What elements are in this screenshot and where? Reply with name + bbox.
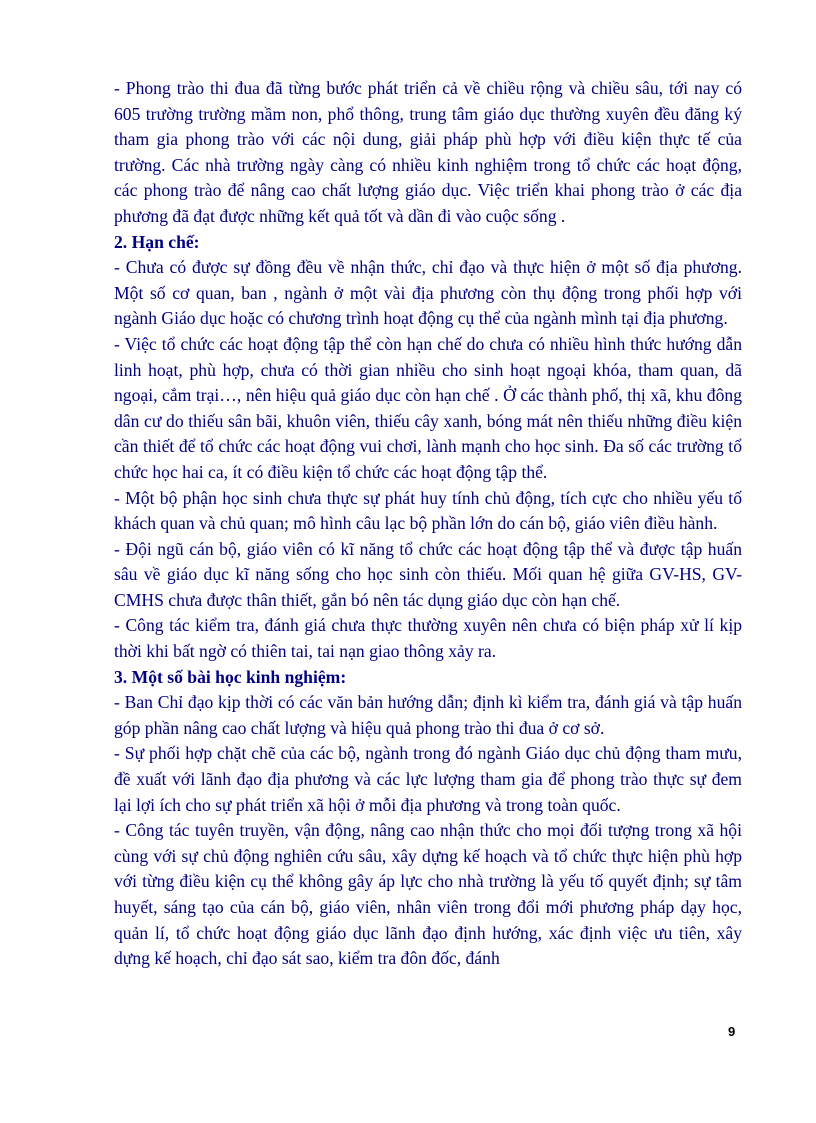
document-body (114, 76, 742, 972)
limitation-paragraph: - Công tác kiểm tra, đánh giá chưa thực thường xuyên nên chưa có biện pháp xử lí kịp thời khi bất ngờ có thiên tai, tai nạn giao thông xảy ra. (114, 615, 742, 662)
limitation-paragraph: - Việc tổ chức các hoạt động tập thể còn hạn chế do chưa có nhiều hình thức hướng dẫn linh hoạt, phù hợp, chưa có thời gian nhiều cho sinh hoạt ngoại khóa, tham quan, dã ngoại, cắm trại…, nên hiệu quả giáo dục còn hạn chế . Ở các thành phố, thị xã, khu đông dân cư do thiếu sân bãi, khuôn viên, thiếu cây xanh, bóng mát nên thiếu những điều kiện cần thiết để tổ chức các hoạt động vui chơi, lành mạnh cho học sinh. Đa số các trường tổ chức học hai ca, ít có điều kiện tổ chức các hoạt động tập thể. (114, 333, 742, 482)
section-heading-limitations: 2. Hạn chế: (114, 231, 200, 252)
lesson-paragraph: - Ban Chỉ đạo kịp thời có các văn bản hướng dẫn; định kì kiểm tra, đánh giá và tập huấn góp phần nâng cao chất lượng và hiệu quả phong trào thi đua ở cơ sở. (114, 692, 742, 738)
page-number: 9 (728, 1024, 736, 1039)
section-heading-lessons: 3. Một số bài học kinh nghiệm: (114, 666, 347, 687)
limitation-paragraph: - Một bộ phận học sinh chưa thực sự phát huy tính chủ động, tích cực cho nhiều yếu tố khách quan và chủ quan; mô hình câu lạc bộ phần lớn do cán bộ, giáo viên điều hành. (114, 487, 742, 534)
limitation-paragraph: - Chưa có được sự đồng đều về nhận thức, chỉ đạo và thực hiện ở một số địa phương. Một số cơ quan, ban , ngành ở một vài địa phương còn thụ động trong phối hợp với ngành Giáo dục hoặc có chương trình hoạt động cụ thể của ngành mình tại địa phương. (114, 257, 742, 329)
intro-paragraph: - Phong trào thi đua đã từng bước phát triển cả về chiều rộng và chiều sâu, tới nay có 605 trường trường mầm non, phổ thông, trung tâm giáo dục thường xuyên đều đăng ký tham gia phong trào với các nội dung, giải pháp phù hợp với điều kiện thực tế của trường. Các nhà trường ngày càng có nhiều kinh nghiệm trong tổ chức các hoạt động, các phong trào để nâng cao chất lượng giáo dục. Việc triển khai phong trào ở các địa phương đã đạt được những kết quả tốt và dần đi vào cuộc sống . (114, 78, 742, 226)
lesson-paragraph: - Sự phối hợp chặt chẽ của các bộ, ngành trong đó ngành Giáo dục chủ động tham mưu, đề xuất với lãnh đạo địa phương và các lực lượng tham gia để phong trào thực sự đem lại lợi ích cho sự phát triển xã hội ở mỗi địa phương và trong toàn quốc. (114, 743, 742, 815)
limitation-paragraph: - Đội ngũ cán bộ, giáo viên có kĩ năng tổ chức các hoạt động tập thể và được tập huấn sâu về giáo dục kĩ năng sống cho học sinh còn thiếu. Mối quan hệ giữa GV-HS, GV-CMHS chưa được thân thiết, gắn bó nên tác dụng giáo dục còn hạn chế. (114, 538, 742, 610)
lesson-paragraph: - Công tác tuyên truyền, vận động, nâng cao nhận thức cho mọi đối tượng trong xã hội cùng với sự chủ động nghiên cứu sâu, xây dựng kế hoạch và tổ chức thực hiện phù hợp với từng điều kiện cụ thể không gây áp lực cho nhà trường là yếu tố quyết định; sự tâm huyết, sáng tạo của cán bộ, giáo viên, nhân viên trong đổi mới phương pháp dạy học, quản lí, tổ chức hoạt động giáo dục lãnh đạo định hướng, xác định việc ưu tiên, xây dựng kế hoạch, chỉ đạo sát sao, kiểm tra đôn đốc, đánh (114, 820, 742, 969)
